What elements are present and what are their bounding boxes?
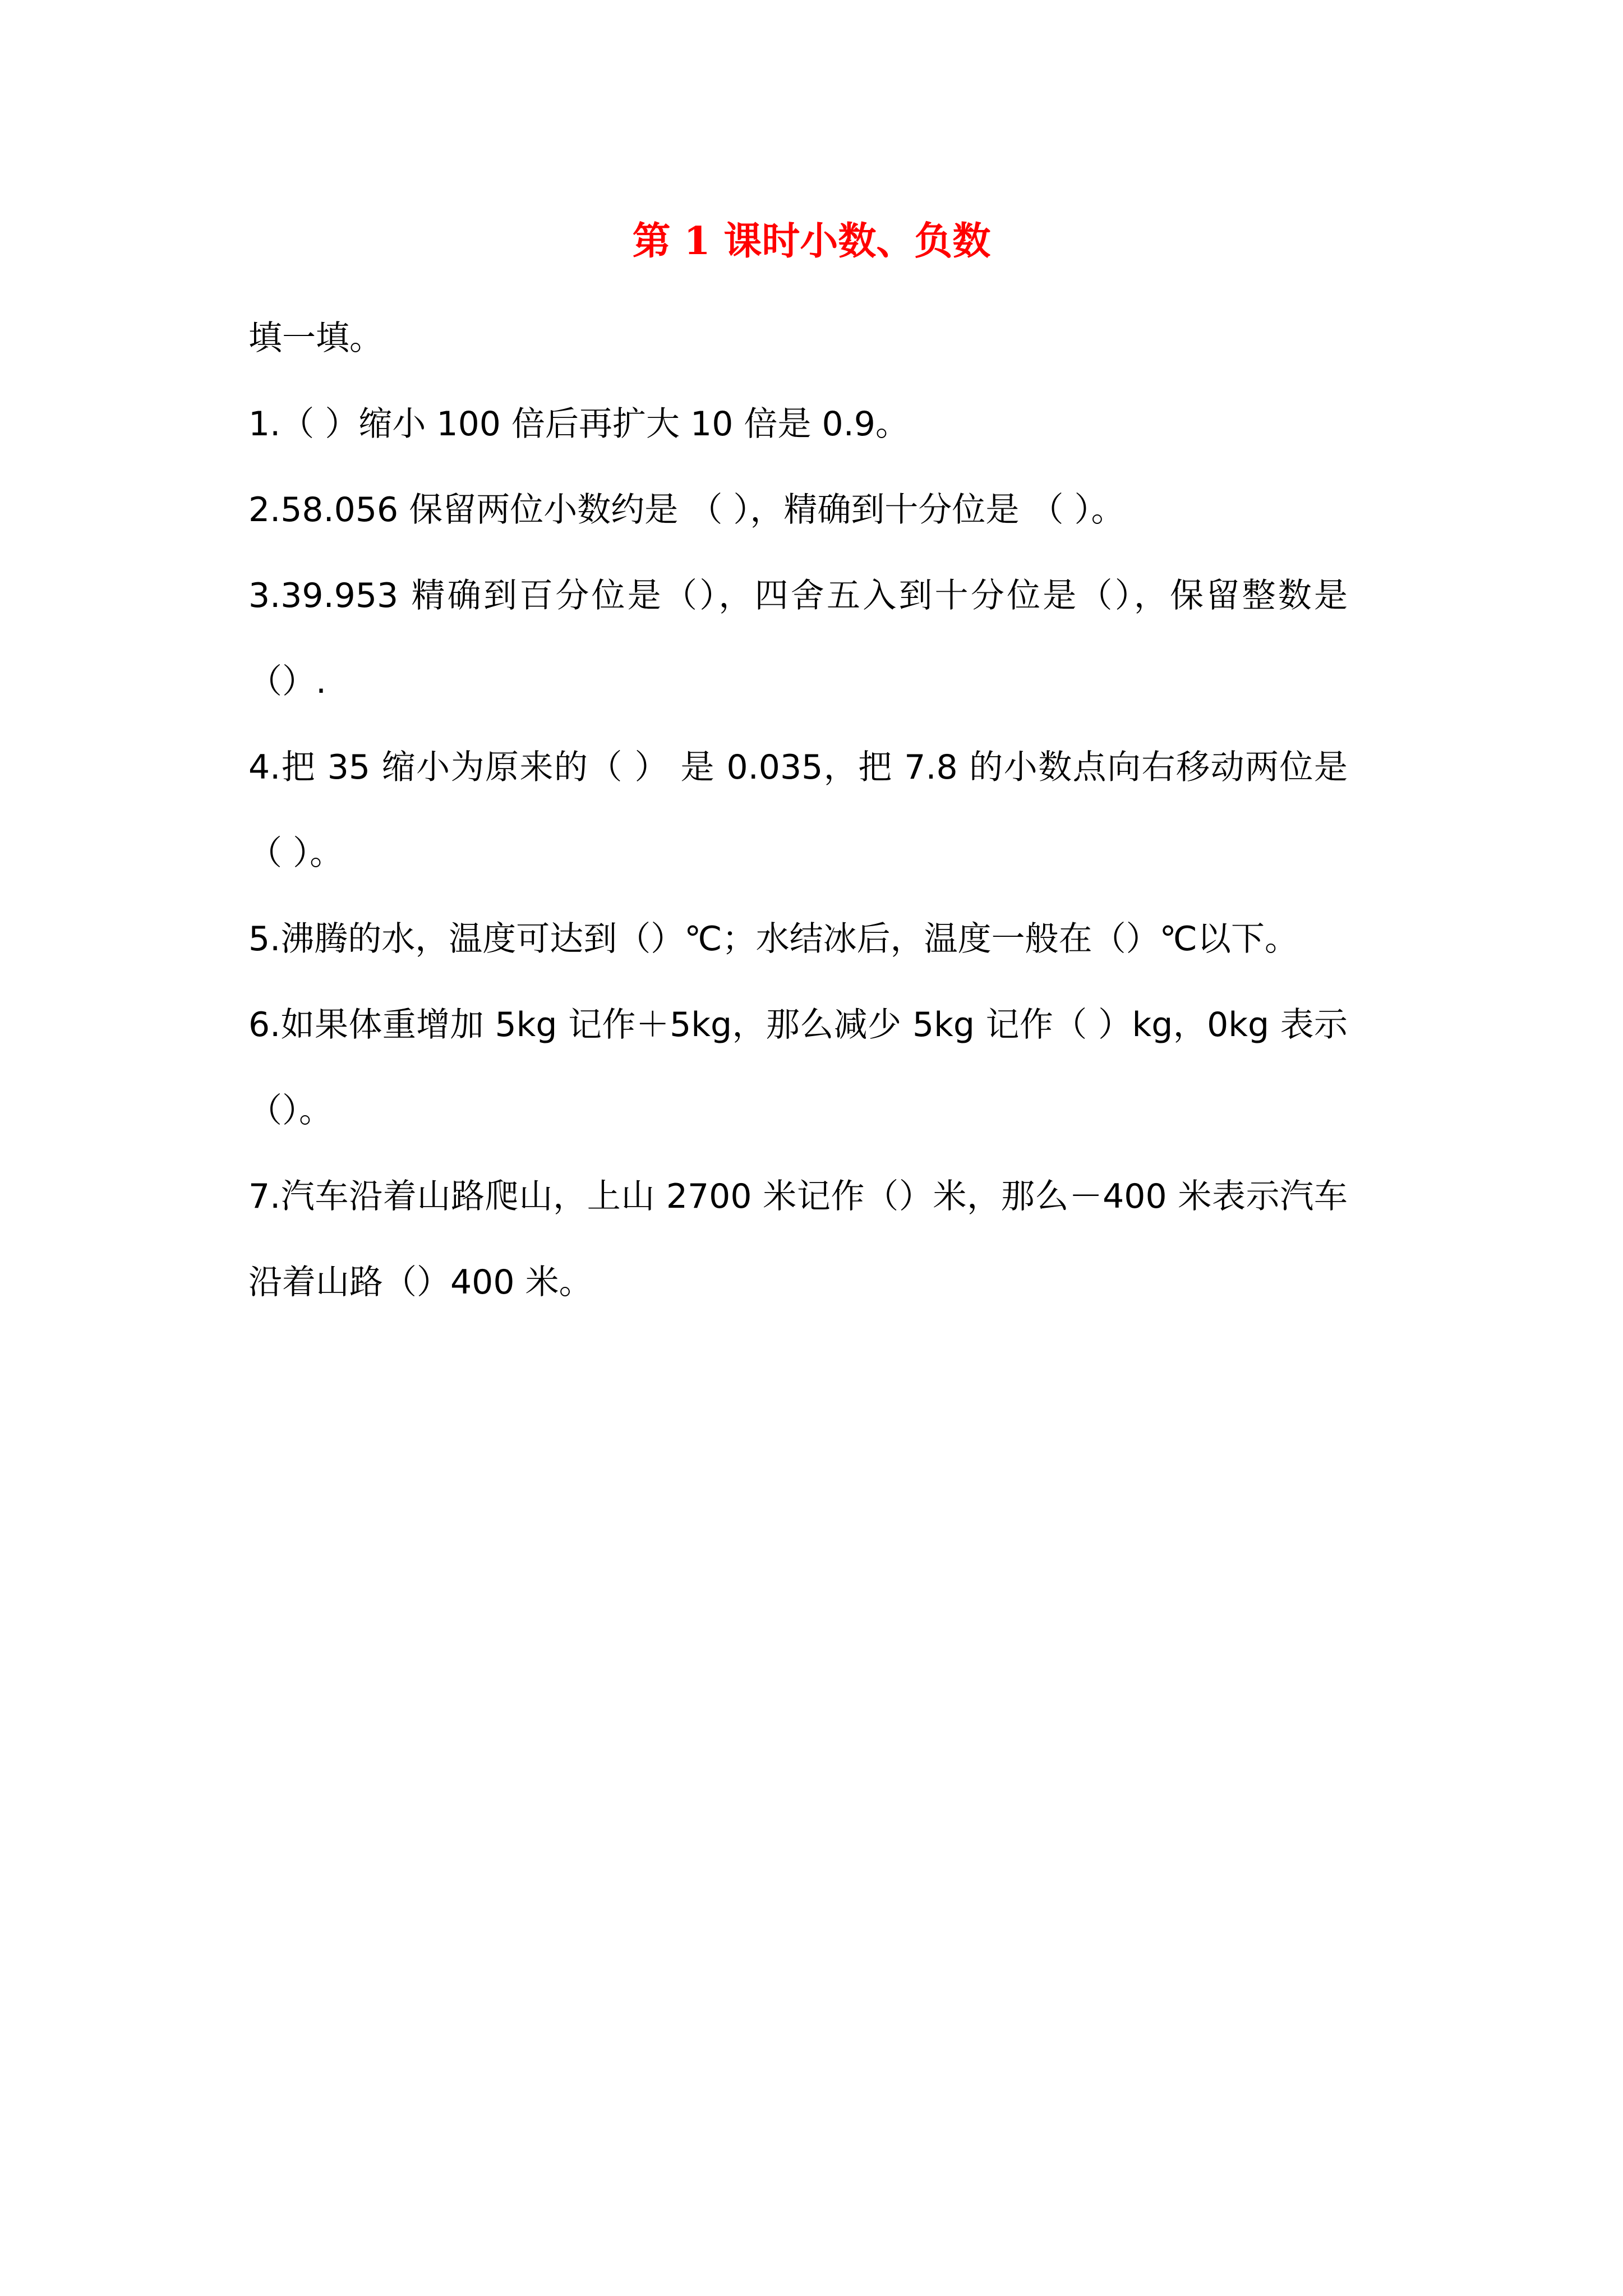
question-7: 7.汽车沿着山路爬山，上山 2700 米记作（）米，那么－400 米表示汽车沿着山路（）400 米。	[248, 1177, 1348, 1302]
question-6: 6.如果体重增加 5kg 记作＋5kg，那么减少 5kg 记作（ ）kg，0kg 表示（）。	[248, 1005, 1348, 1130]
page-title: 第 1 课时小数、负数	[632, 219, 991, 264]
question-2: 2.58.056 保留两位小数约是 （ ），精确到十分位是 （ ）。	[248, 490, 1125, 530]
instruction-text: 填一填。	[248, 319, 383, 358]
question-5: 5.沸腾的水，温度可达到（）℃；水结冰后，温度一般在（）℃以下。	[248, 919, 1299, 959]
question-3: 3.39.953 精确到百分位是（），四舍五入到十分位是（），保留整数是（）.	[248, 576, 1348, 701]
question-1: 1.（ ）缩小 100 倍后再扩大 10 倍是 0.9。	[248, 404, 909, 444]
exercise-content	[248, 296, 1348, 1326]
question-4: 4.把 35 缩小为原来的（ ） 是 0.035，把 7.8 的小数点向右移动两位是（ ）。	[248, 748, 1348, 873]
